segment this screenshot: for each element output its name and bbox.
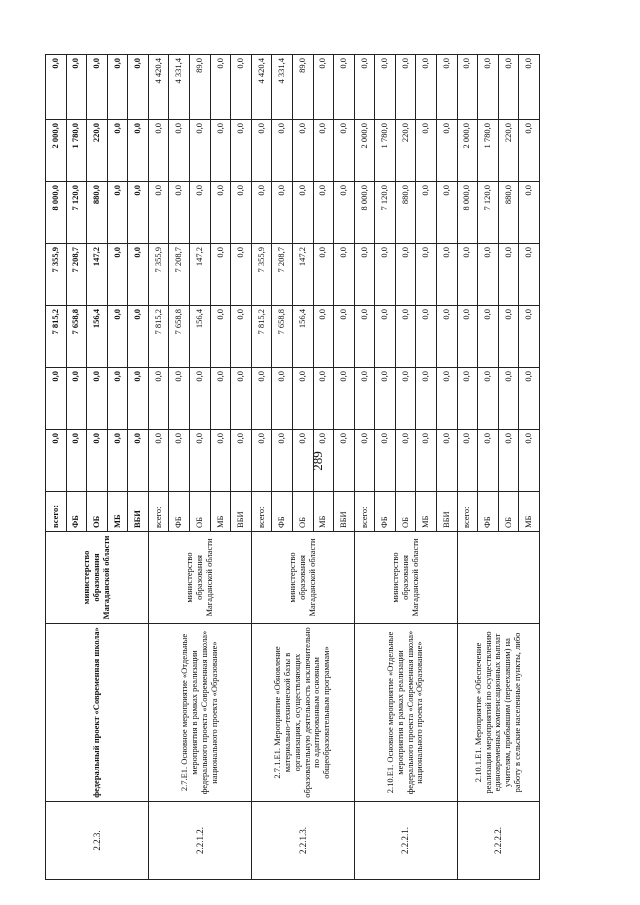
amount-cell: 0,0 [46, 368, 67, 430]
funding-source: ОБ [292, 492, 313, 532]
row-code: 2.2.2.2. [457, 802, 539, 880]
funding-source: всего: [46, 492, 67, 532]
funding-source: МБ [210, 492, 231, 532]
amount-cell: 1 780,0 [66, 120, 87, 182]
executor: министерство образования Магаданской области [251, 532, 354, 624]
amount-cell: 7 658,8 [272, 306, 293, 368]
amount-cell: 0,0 [478, 430, 499, 492]
amount-cell: 0,0 [478, 55, 499, 120]
amount-cell: 0,0 [169, 368, 190, 430]
funding-source: всего: [457, 492, 478, 532]
amount-cell: 880,0 [498, 182, 519, 244]
funding-source: МБ [107, 492, 128, 532]
row-code: 2.2.1.3. [251, 802, 354, 880]
amount-cell: 0,0 [231, 368, 252, 430]
amount-cell: 0,0 [128, 182, 149, 244]
activity-name: 2.10.E1. Основное мероприятие «Отдельные мероприятия в рамках реализации федерального проекта «Современная школа» национального проекта «Образование» [354, 624, 457, 802]
funding-source: ФБ [66, 492, 87, 532]
amount-cell: 0,0 [478, 368, 499, 430]
amount-cell: 220,0 [498, 120, 519, 182]
amount-cell: 0,0 [148, 430, 169, 492]
amount-cell: 0,0 [313, 244, 334, 306]
row-code: 2.2.1.2. [148, 802, 251, 880]
funding-source: МБ [416, 492, 437, 532]
amount-cell: 0,0 [498, 430, 519, 492]
amount-cell: 4 420,4 [148, 55, 169, 120]
amount-cell: 0,0 [148, 368, 169, 430]
activity-name: 2.7.E1. Основное мероприятие «Отдельные мероприятия в рамках реализации федерального проекта «Современная школа» национального проекта «Образование» [148, 624, 251, 802]
amount-cell: 0,0 [436, 55, 457, 120]
amount-cell: 8 000,0 [354, 182, 375, 244]
amount-cell: 0,0 [416, 182, 437, 244]
amount-cell: 0,0 [334, 430, 355, 492]
amount-cell: 880,0 [395, 182, 416, 244]
amount-cell: 0,0 [231, 120, 252, 182]
funding-source: всего: [251, 492, 272, 532]
amount-cell: 0,0 [313, 430, 334, 492]
table-body [46, 55, 540, 880]
amount-cell: 0,0 [46, 430, 67, 492]
amount-cell: 7 208,7 [169, 244, 190, 306]
amount-cell: 2 000,0 [457, 120, 478, 182]
amount-cell: 7 658,8 [66, 306, 87, 368]
amount-cell: 7 120,0 [478, 182, 499, 244]
activity-name: 2.7.1.E1. Мероприятие «Обновление материально-технической базы в организациях, осуществляющих образовательную деятельность исключительно по адаптированным основным общеобразовательным программам» [251, 624, 354, 802]
amount-cell: 0,0 [251, 368, 272, 430]
amount-cell: 0,0 [416, 120, 437, 182]
amount-cell: 0,0 [210, 182, 231, 244]
amount-cell: 0,0 [66, 430, 87, 492]
amount-cell: 7 120,0 [66, 182, 87, 244]
amount-cell: 0,0 [87, 368, 108, 430]
amount-cell: 0,0 [334, 120, 355, 182]
amount-cell: 0,0 [87, 55, 108, 120]
funding-source: всего: [148, 492, 169, 532]
table-row [251, 55, 272, 880]
amount-cell: 7 355,9 [46, 244, 67, 306]
amount-cell: 0,0 [190, 368, 211, 430]
table-row [46, 55, 67, 880]
funding-source: ОБ [190, 492, 211, 532]
amount-cell: 0,0 [395, 55, 416, 120]
amount-cell: 0,0 [107, 182, 128, 244]
amount-cell: 0,0 [334, 182, 355, 244]
funding-source: ОБ [87, 492, 108, 532]
amount-cell: 0,0 [354, 430, 375, 492]
amount-cell: 0,0 [519, 306, 540, 368]
amount-cell: 7 120,0 [375, 182, 396, 244]
amount-cell: 0,0 [313, 55, 334, 120]
table-row [457, 55, 478, 880]
amount-cell: 0,0 [272, 182, 293, 244]
amount-cell: 0,0 [354, 306, 375, 368]
amount-cell: 7 658,8 [169, 306, 190, 368]
amount-cell: 0,0 [375, 306, 396, 368]
amount-cell: 0,0 [107, 55, 128, 120]
amount-cell: 0,0 [251, 120, 272, 182]
amount-cell: 0,0 [416, 244, 437, 306]
amount-cell: 0,0 [292, 368, 313, 430]
amount-cell: 0,0 [436, 120, 457, 182]
amount-cell: 7 208,7 [272, 244, 293, 306]
funding-source: ФБ [478, 492, 499, 532]
amount-cell: 89,0 [190, 55, 211, 120]
amount-cell: 0,0 [519, 368, 540, 430]
amount-cell: 0,0 [313, 368, 334, 430]
amount-cell: 7 815,2 [148, 306, 169, 368]
amount-cell: 0,0 [334, 55, 355, 120]
amount-cell: 0,0 [107, 430, 128, 492]
amount-cell: 0,0 [66, 55, 87, 120]
amount-cell: 0,0 [210, 244, 231, 306]
amount-cell: 0,0 [66, 368, 87, 430]
amount-cell: 0,0 [190, 120, 211, 182]
amount-cell: 7 815,2 [46, 306, 67, 368]
amount-cell: 0,0 [148, 182, 169, 244]
amount-cell: 0,0 [169, 182, 190, 244]
executor [457, 532, 539, 624]
amount-cell: 0,0 [519, 182, 540, 244]
amount-cell: 0,0 [251, 430, 272, 492]
budget-table-rotated [45, 55, 540, 880]
amount-cell: 0,0 [457, 55, 478, 120]
amount-cell: 0,0 [190, 182, 211, 244]
amount-cell: 0,0 [128, 430, 149, 492]
amount-cell: 0,0 [436, 182, 457, 244]
amount-cell: 0,0 [498, 306, 519, 368]
amount-cell: 0,0 [128, 244, 149, 306]
amount-cell: 0,0 [457, 430, 478, 492]
amount-cell: 220,0 [395, 120, 416, 182]
amount-cell: 147,2 [292, 244, 313, 306]
amount-cell: 2 000,0 [46, 120, 67, 182]
amount-cell: 8 000,0 [457, 182, 478, 244]
table-row [354, 55, 375, 880]
table-row [148, 55, 169, 880]
amount-cell: 1 780,0 [375, 120, 396, 182]
amount-cell: 0,0 [190, 430, 211, 492]
amount-cell: 0,0 [354, 244, 375, 306]
amount-cell: 0,0 [210, 120, 231, 182]
amount-cell: 0,0 [272, 368, 293, 430]
amount-cell: 0,0 [436, 430, 457, 492]
amount-cell: 0,0 [375, 55, 396, 120]
funding-source: ФБ [272, 492, 293, 532]
amount-cell: 0,0 [395, 306, 416, 368]
amount-cell: 0,0 [107, 120, 128, 182]
amount-cell: 0,0 [231, 182, 252, 244]
amount-cell: 0,0 [375, 430, 396, 492]
amount-cell: 0,0 [498, 55, 519, 120]
amount-cell: 0,0 [292, 182, 313, 244]
budget-table [45, 54, 540, 880]
amount-cell: 0,0 [272, 120, 293, 182]
amount-cell: 7 355,9 [251, 244, 272, 306]
funding-source: ФБ [169, 492, 190, 532]
amount-cell: 0,0 [107, 244, 128, 306]
executor: министерство образования Магаданской области [148, 532, 251, 624]
amount-cell: 0,0 [210, 430, 231, 492]
executor: министерство образования Магаданской области [354, 532, 457, 624]
amount-cell: 7 815,2 [251, 306, 272, 368]
amount-cell: 0,0 [416, 368, 437, 430]
amount-cell: 7 208,7 [66, 244, 87, 306]
amount-cell: 0,0 [128, 306, 149, 368]
amount-cell: 4 331,4 [272, 55, 293, 120]
amount-cell: 0,0 [334, 244, 355, 306]
row-code: 2.2.2.1. [354, 802, 457, 880]
amount-cell: 0,0 [46, 55, 67, 120]
funding-source: ВБИ [334, 492, 355, 532]
amount-cell: 0,0 [416, 55, 437, 120]
amount-cell: 0,0 [87, 430, 108, 492]
amount-cell: 0,0 [334, 306, 355, 368]
amount-cell: 0,0 [498, 368, 519, 430]
row-code: 2.2.3. [46, 802, 149, 880]
amount-cell: 0,0 [128, 368, 149, 430]
funding-source: ФБ [375, 492, 396, 532]
amount-cell: 0,0 [148, 120, 169, 182]
amount-cell: 0,0 [231, 306, 252, 368]
amount-cell: 0,0 [210, 55, 231, 120]
funding-source: ВБИ [231, 492, 252, 532]
amount-cell: 4 420,4 [251, 55, 272, 120]
amount-cell: 156,4 [87, 306, 108, 368]
amount-cell: 0,0 [313, 306, 334, 368]
amount-cell: 156,4 [292, 306, 313, 368]
amount-cell: 0,0 [107, 368, 128, 430]
amount-cell: 156,4 [190, 306, 211, 368]
amount-cell: 0,0 [457, 244, 478, 306]
amount-cell: 89,0 [292, 55, 313, 120]
amount-cell: 0,0 [251, 182, 272, 244]
funding-source: ВБИ [128, 492, 149, 532]
funding-source: ВБИ [436, 492, 457, 532]
page-number: 289 [310, 451, 325, 471]
amount-cell: 147,2 [190, 244, 211, 306]
funding-source: ОБ [498, 492, 519, 532]
amount-cell: 0,0 [231, 430, 252, 492]
amount-cell: 0,0 [231, 244, 252, 306]
amount-cell: 0,0 [231, 55, 252, 120]
amount-cell: 0,0 [416, 430, 437, 492]
amount-cell: 0,0 [519, 244, 540, 306]
amount-cell: 2 000,0 [354, 120, 375, 182]
amount-cell: 0,0 [107, 306, 128, 368]
amount-cell: 8 000,0 [46, 182, 67, 244]
amount-cell: 0,0 [395, 368, 416, 430]
amount-cell: 1 780,0 [478, 120, 499, 182]
amount-cell: 0,0 [210, 306, 231, 368]
amount-cell: 0,0 [169, 120, 190, 182]
amount-cell: 0,0 [169, 430, 190, 492]
amount-cell: 0,0 [395, 244, 416, 306]
executor: министерство образования Магаданской области [46, 532, 149, 624]
funding-source: МБ [313, 492, 334, 532]
amount-cell: 4 331,4 [169, 55, 190, 120]
amount-cell: 0,0 [354, 55, 375, 120]
amount-cell: 0,0 [436, 368, 457, 430]
amount-cell: 0,0 [436, 306, 457, 368]
funding-source: всего: [354, 492, 375, 532]
amount-cell: 0,0 [457, 368, 478, 430]
amount-cell: 0,0 [457, 306, 478, 368]
amount-cell: 880,0 [87, 182, 108, 244]
amount-cell: 147,2 [87, 244, 108, 306]
amount-cell: 0,0 [375, 368, 396, 430]
amount-cell: 0,0 [292, 120, 313, 182]
amount-cell: 0,0 [416, 306, 437, 368]
amount-cell: 0,0 [436, 244, 457, 306]
amount-cell: 0,0 [478, 244, 499, 306]
amount-cell: 0,0 [354, 368, 375, 430]
amount-cell: 0,0 [519, 430, 540, 492]
amount-cell: 0,0 [498, 244, 519, 306]
amount-cell: 220,0 [87, 120, 108, 182]
amount-cell: 7 355,9 [148, 244, 169, 306]
amount-cell: 0,0 [395, 430, 416, 492]
activity-name: 2.10.1.E1. Мероприятие «Обеспечение реализации мероприятий по осуществлению единовременных компенсационных выплат учителям, прибывшим (переехавшим) на работу в сельские населенные пункты, либо [457, 624, 539, 802]
amount-cell: 0,0 [313, 182, 334, 244]
amount-cell: 0,0 [519, 120, 540, 182]
amount-cell: 0,0 [210, 368, 231, 430]
amount-cell: 0,0 [313, 120, 334, 182]
amount-cell: 0,0 [478, 306, 499, 368]
funding-source: ОБ [395, 492, 416, 532]
amount-cell: 0,0 [272, 430, 293, 492]
amount-cell: 0,0 [128, 120, 149, 182]
amount-cell: 0,0 [375, 244, 396, 306]
amount-cell: 0,0 [292, 430, 313, 492]
activity-name: федеральный проект «Современная школа» [46, 624, 149, 802]
amount-cell: 0,0 [519, 55, 540, 120]
amount-cell: 0,0 [334, 368, 355, 430]
amount-cell: 0,0 [128, 55, 149, 120]
funding-source: МБ [519, 492, 540, 532]
